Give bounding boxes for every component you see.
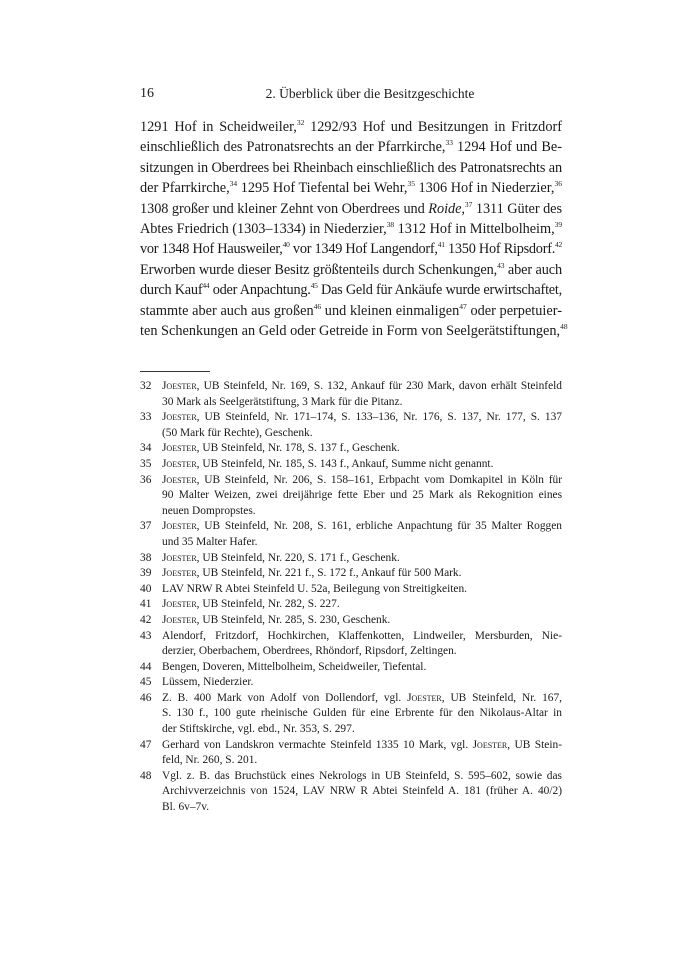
footnote-ref: 42 bbox=[555, 240, 563, 250]
text-line: vor 1348 Hof Hausweiler,$^{40}$ vor 1349 Hof Langendorf,$^{41}$ 1350 Hof Ripsdorf.$^{42}$ bbox=[140, 240, 563, 258]
footnote-37: 37 Joester, UB Steinfeld, Nr. 208, S. 161, erbliche Anpachtung für 35 Malter Roggen und 35 Malter Hafer. bbox=[140, 520, 562, 548]
text-line: sitzungen in Oberdrees bei Rheinbach einschließlich des Patronatsrechts an bbox=[140, 159, 562, 176]
text-line: durch Kauf$^{44}$ oder Anpachtung.$^{45}$ Das Geld für Ankäufe wurde erwirtschaftet, bbox=[140, 281, 562, 299]
footnote-35: 35 Joester, UB Steinfeld, Nr. 185, S. 143 f., Ankauf, Summe nicht genannt. bbox=[140, 457, 494, 470]
footnote-44: 44 Bengen, Doveren, Mittelbolheim, Scheidweiler, Tiefental. bbox=[140, 660, 427, 673]
text-line: Erworben wurde dieser Besitz größtenteils durch Schenkungen,$^{43}$ aber auch bbox=[140, 260, 563, 278]
footnote-ref: 43 bbox=[497, 260, 505, 270]
footnote-33: 33 Joester, UB Steinfeld, Nr. 171–174, S. 133–136, Nr. 176, S. 137, Nr. 177, S. 137 (50 Mark für Rechte), Geschenk. bbox=[140, 411, 562, 439]
footnote-36: 36 Joester, UB Steinfeld, Nr. 206, S. 158–161, Erbpacht vom Domkapitel in Köln für 90 Malter Weizen, zwei dreijährige fette Eber und 25 Mark als Rekognition eines neuen Dompropstes. bbox=[140, 473, 562, 517]
footnotes bbox=[140, 379, 562, 816]
text-line: Abtes Friedrich (1303–1334) in Niederzier,$^{38}$ 1312 Hof in Mittelbolheim,$^{39}$ bbox=[140, 220, 563, 238]
footnote-45: 45 Lüssem, Niederzier. bbox=[140, 676, 254, 689]
footnote-ref: 41 bbox=[437, 240, 445, 250]
footnote-ref: 36 bbox=[554, 179, 562, 189]
footnote-ref: 48 bbox=[560, 322, 568, 332]
footnote-46: 46 Z. B. 400 Mark von Adolf von Dollendorf, vgl. Joester, UB Steinfeld, Nr. 167, S. 130 f., 100 gute rheinische Gulden für eine Erbrente für den Nikolaus-Altar in der Stiftskirche, vgl. ebd., Nr. 353, S. 297. bbox=[140, 691, 562, 736]
footnote-40: 40 LAV NRW R Abtei Steinfeld U. 52a, Beilegung von Streitigkeiten. bbox=[140, 582, 467, 595]
footnote-ref: 32 bbox=[296, 118, 305, 127]
text-line: der Pfarrkirche,$^{34}$ 1295 Hof Tiefental bei Wehr,$^{35}$ 1306 Hof in Niederzier,$^{36}$ bbox=[140, 179, 562, 197]
footnote-ref: 35 bbox=[407, 179, 415, 189]
text-line: 1291 Hof in Scheidweiler,$^{32}$ 1292/93 Hof und Besitzungen in Fritzdorf bbox=[140, 118, 562, 135]
footnote-48: 48 Vgl. z. B. das Bruchstück eines Nekrologs in UB Steinfeld, S. 595–602, sowie das Archivverzeichnis von 1524, LAV NRW R Abtei Steinfeld A. 181 (früher A. 40/2) Bl. 6v–7v. bbox=[140, 769, 562, 814]
footnote-38: 38 Joester, UB Steinfeld, Nr. 220, S. 171 f., Geschenk. bbox=[140, 551, 400, 564]
footnote-ref: 44 bbox=[202, 281, 210, 291]
running-head: 2. Überblick über die Besitzgeschichte bbox=[265, 86, 475, 101]
footnote-ref: 45 bbox=[310, 281, 318, 291]
footnote-42: 42 Joester, UB Steinfeld, Nr. 285, S. 230, Geschenk. bbox=[140, 613, 391, 626]
text-line: stammte aber auch aus großen$^{46}$ und kleinen einmaligen$^{47}$ oder perpetuier- bbox=[140, 301, 562, 319]
footnote-34: 34 Joester, UB Steinfeld, Nr. 178, S. 137 f., Geschenk. bbox=[140, 442, 400, 455]
text-line: 1308 großer und kleiner Zehnt von Oberdrees und Roide,$^{37}$ 1311 Güter des bbox=[140, 199, 562, 217]
footnote-ref: 47 bbox=[459, 301, 467, 311]
body-paragraph bbox=[140, 117, 568, 341]
footnote-ref: 40 bbox=[282, 240, 290, 250]
footnote-ref: 34 bbox=[229, 179, 238, 189]
footnote-41: 41 Joester, UB Steinfeld, Nr. 282, S. 227. bbox=[140, 598, 340, 611]
footnote-ref: 38 bbox=[386, 220, 395, 230]
footnote-ref: 46 bbox=[313, 301, 322, 311]
footnote-ref: 39 bbox=[554, 220, 563, 230]
text-line: ten Schenkungen an Geld oder Getreide in Form von Seelgerätstiftungen,$^{48}$ bbox=[140, 322, 568, 340]
footnote-separator bbox=[140, 371, 210, 372]
italic-place-name: Roide bbox=[428, 200, 462, 217]
footnote-39: 39 Joester, UB Steinfeld, Nr. 221 f., S. 172 f., Ankauf für 500 Mark. bbox=[140, 567, 462, 580]
footnote-ref: 37 bbox=[464, 199, 473, 209]
text-line: einschließlich des Patronatsrechts an der Pfarrkirche,$^{33}$ 1294 Hof und Be- bbox=[140, 138, 562, 156]
footnote-32: 32 Joester, UB Steinfeld, Nr. 169, S. 132, Ankauf für 230 Mark, davon erhält Steinfeld 30 Mark als Seelgerätstiftung, 3 Mark für die Pitanz. bbox=[140, 380, 562, 408]
footnote-43: 43 Alendorf, Fritzdorf, Hochkirchen, Klaffenkotten, Lindweiler, Mersburden, Nie- derzier, Oberbachem, Oberdrees, Rhöndorf, Ripsdorf, Zeltingen. bbox=[140, 629, 562, 658]
footnote-ref: 33 bbox=[445, 138, 454, 148]
page-number: 16 bbox=[140, 86, 154, 101]
footnote-47: 47 Gerhard von Landskron vermachte Steinfeld 1335 10 Mark, vgl. Joester, UB Stein- feld, Nr. 260, S. 201. bbox=[140, 738, 562, 767]
